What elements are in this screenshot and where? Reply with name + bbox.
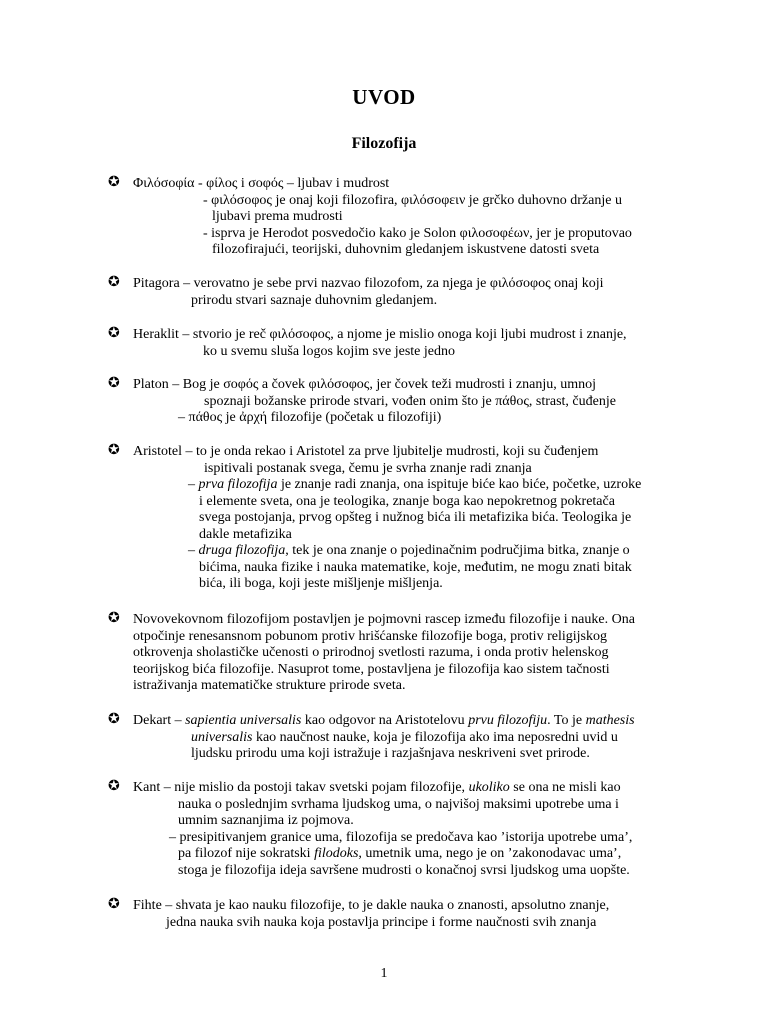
entry-subline: - isprva je Herodot posvedočio kako je Solon φιλοσοφέων, jer je proputovao [203, 225, 632, 241]
term-filodoks: filodoks [314, 846, 359, 861]
star-bullet-icon: ✪ [108, 326, 120, 341]
entry-text: , umetnik uma, nego je on ’zakonodavac uma’, [358, 846, 622, 861]
entry-line: Φιλόσοφία - φίλος i σοφός – ljubav i mudrost [133, 176, 390, 191]
term-universalis: universalis [191, 729, 253, 745]
entry-line: svega postojanja, prvog opšteg i nužnog bića ili metafizika bića. Teologika je [199, 510, 632, 525]
entry-line: i elemente sveta, ona je teologika, znanje boga kao nepokretnog pokretača [199, 493, 615, 509]
entry-text: kao naučnost nauke, koja je filozofija ako ima neposredni uvid u [252, 729, 618, 745]
entry-aristotel [108, 444, 694, 593]
entry-line: teorijskog bića filozofije. Nasuprot tome, postavljena je filozofija kao sistem tačnosti [133, 661, 610, 677]
star-bullet-icon: ✪ [108, 376, 120, 391]
entry-line: nauka o poslednjim svrhama ljudskog uma, o najvišoj maksimi upotrebe uma i [178, 796, 619, 812]
entry-line: Aristotel – to je onda rekao i Aristotel za prve ljubitelje mudrosti, koji su čuđenjem [133, 444, 599, 459]
entry-line: jedna nauka svih nauka koja postavlja principe i forme naučnosti svih znanja [166, 914, 597, 930]
term-prvu-filozofiju: prvu filozofiju [468, 713, 548, 728]
page-number: 1 [380, 966, 388, 981]
entry-subline: filozofirajući, teorijski, duhovnim gledanjem iskustvene datosti sveta [212, 242, 600, 257]
term-prva-filozofija: prva filozofija [198, 477, 278, 492]
term-ukoliko: ukoliko [468, 780, 510, 795]
entry-line: Pitagora – verovatno je sebe prvi nazvao filozofom, za njega je φιλόσοφος onaj koji [133, 276, 604, 291]
entry-text: kao odgovor na Aristotelovu [301, 713, 469, 728]
entry-line: bića, ili boga, koji jeste mišljenje mišljenja. [199, 576, 443, 591]
entry-text: Dekart – [133, 713, 186, 728]
entry-fihte [108, 898, 694, 931]
entry-heraklit [108, 327, 694, 360]
entry-line [108, 780, 694, 797]
entry-dekart [108, 713, 694, 763]
entry-line [108, 730, 694, 747]
entry-text: se ona ne misli kao [509, 780, 621, 795]
section-subtitle: Filozofija [351, 135, 417, 152]
term-mathesis: mathesis [585, 713, 635, 728]
term-sapientia: sapientia universalis [185, 713, 302, 728]
entry-subline: ljubavi prema mudrosti [212, 209, 343, 224]
star-bullet-icon: ✪ [108, 175, 120, 190]
star-bullet-icon: ✪ [108, 275, 120, 290]
entry-line [108, 846, 694, 863]
entry-line: otkrovenja sholastičke učenosti o prirodnoj svetlosti razuma, i onda protiv helenskog [133, 645, 609, 660]
entry-line: ko u svemu sluša logos kojim sve jeste jedno [203, 343, 455, 359]
entry-line: Platon – Bog je σοφός a čovek φιλόσοφος, jer čovek teži mudrosti i znanju, umnoj [133, 377, 597, 392]
entry-line: otpočinje renesansnom pobunom protiv hrišćanske filozofije boga, protiv religijskog [133, 628, 607, 644]
entry-text: , tek je ona znanje o pojedinačnim područjima bitka, znanje o [285, 543, 630, 558]
entry-line: Heraklit – stvorio je reč φιλόσοφος, a njome je mislio onoga koji ljubi mudrost i znanje, [133, 327, 627, 342]
entry-line: spoznaji božanske prirode stvari, vođen onim što je πάθος, strast, čuđenje [204, 393, 616, 409]
entry-text: . To je [547, 713, 586, 728]
entry-line: – druga filozofija, tek je ona znanje o pojedinačnim područjima bitka, znanje o [188, 543, 630, 558]
entry-novovekovni [108, 612, 694, 695]
entry-pitagora [108, 276, 694, 309]
term-druga-filozofija: druga filozofija [198, 543, 286, 558]
entry-line: ispitivali postanak svega, čemu je svrha znanje radi znanja [204, 460, 532, 476]
entry-philosophia [108, 176, 694, 259]
entry-subline: - φιλόσοφος je onaj koji filozofira, φιλόσοφειν je grčko duhovno držanje u [203, 192, 622, 208]
entry-text: je znanje radi znanja, ona ispituje biće kao biće, početke, uzroke [280, 477, 642, 492]
star-bullet-icon: ✪ [108, 779, 120, 794]
entry-line: – presipitivanjem granice uma, filozofija se predočava kao ’istorija upotrebe uma’, [169, 829, 633, 845]
star-bullet-icon: ✪ [108, 611, 120, 626]
entry-line: stoga je filozofija ideja savršene mudrosti o konačnoj svrsi ljudskog uma uopšte. [178, 862, 630, 878]
entry-text: Kant – nije mislio da postoji takav svetski pojam filozofije, [133, 780, 469, 795]
page-title: UVOD [352, 85, 416, 109]
entry-line: ljudsku prirodu uma koji istražuje i razjašnjava neskriveni svet prirode. [191, 746, 590, 761]
entry-line: dakle metafizika [199, 526, 292, 542]
star-bullet-icon: ✪ [108, 712, 120, 727]
entry-platon [108, 377, 694, 427]
star-bullet-icon: ✪ [108, 897, 120, 912]
entry-kant [108, 780, 694, 879]
entry-line [108, 713, 694, 730]
entry-line: – prva filozofija je znanje radi znanja, ona ispituje biće kao biće, početke, uzroke [188, 477, 642, 492]
entry-line: Novovekovnom filozofijom postavljen je pojmovni rascep između filozofije i nauke. Ona [133, 612, 635, 627]
entry-line: bićima, nauka fizike i nauka matematike, koje, međutim, ne mogu znati bitak [199, 559, 632, 575]
star-bullet-icon: ✪ [108, 443, 120, 458]
entry-line: umnim saznanjima iz pojmova. [178, 813, 354, 828]
entry-line: Fihte – shvata je kao nauku filozofije, to je dakle nauka o znanosti, apsolutno znanje, [133, 898, 610, 913]
entry-line: prirodu stvari saznaje duhovnim gledanjem. [191, 292, 438, 308]
entry-text: pa filozof nije sokratski [178, 846, 315, 861]
entry-line: – πάθος je ἀρχή filozofije (početak u filozofiji) [178, 410, 442, 425]
entry-line: istraživanja matematičke strukture prirode sveta. [133, 678, 406, 693]
